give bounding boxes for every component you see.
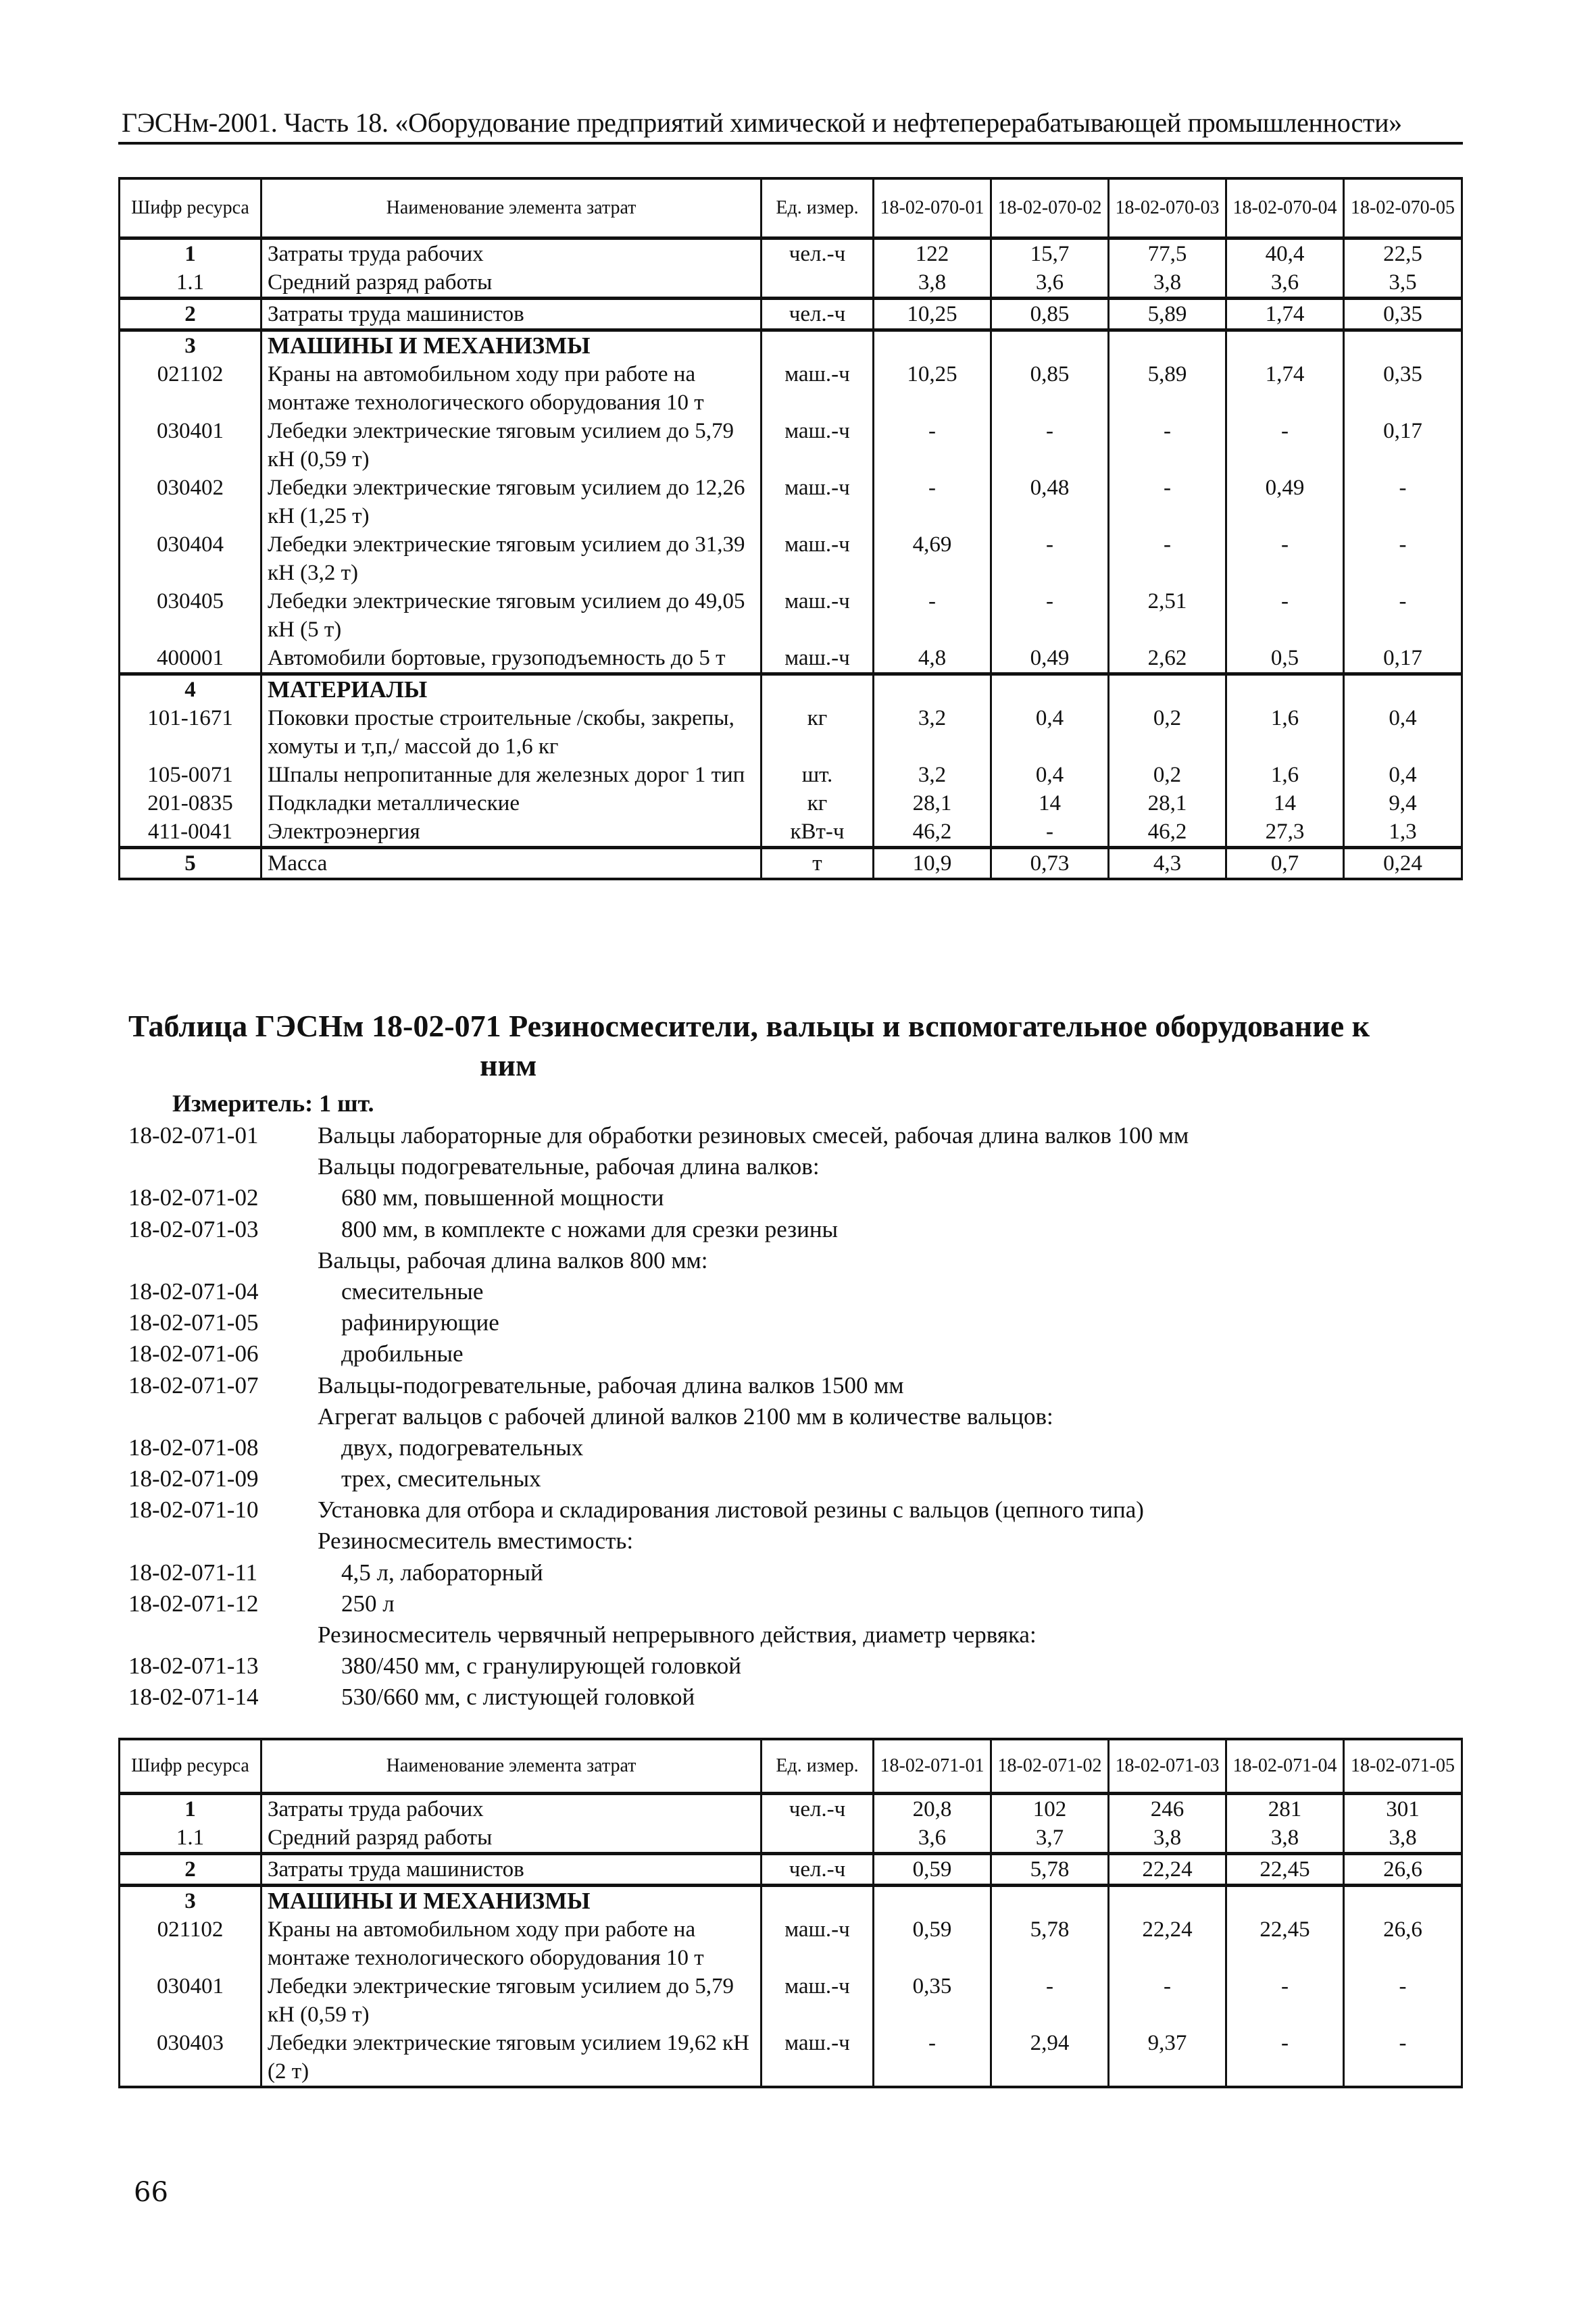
cell-value: 122 — [874, 238, 991, 268]
list-item: 18-02-071-08 двух, подогревательных — [128, 1434, 584, 1461]
list-item: 18-02-071-13 380/450 мм, с гранулирующей головкой — [128, 1653, 741, 1680]
list-item: 18-02-071-12 250 л — [128, 1590, 395, 1617]
cell-value: - — [1344, 530, 1462, 587]
list-item: 18-02-071-02 680 мм, повышенной мощности — [128, 1184, 664, 1211]
cell-cipher: 030405 — [120, 587, 261, 644]
table-row — [120, 530, 1462, 587]
cell-name: Краны на автомобильном ходу при работе на монтаже технологического оборудования 10 т — [261, 1915, 762, 1972]
cell-cipher: 3 — [120, 330, 261, 360]
cell-value: 2,62 — [1109, 644, 1226, 674]
cell-unit: кг — [762, 789, 874, 818]
col-header-code: 18-02-070-05 — [1344, 178, 1462, 238]
cell-cipher: 411-0041 — [120, 818, 261, 848]
cell-value: 3,2 — [874, 761, 991, 789]
cell-value: 1,3 — [1344, 818, 1462, 848]
cell-name: Средний разряд работы — [261, 1823, 762, 1854]
cell-value: 0,7 — [1226, 847, 1344, 879]
cell-cipher: 030403 — [120, 2029, 261, 2087]
cell-name: Лебедки электрические тяговым усилием до 5,79 кН (0,59 т) — [261, 417, 762, 474]
cell-value: 301 — [1344, 1793, 1462, 1823]
cell-value: 27,3 — [1226, 818, 1344, 848]
table-row — [120, 1853, 1462, 1885]
cell-name: Затраты труда машинистов — [261, 1853, 762, 1885]
cell-cipher: 021102 — [120, 360, 261, 417]
col-header-code: 18-02-070-04 — [1226, 178, 1344, 238]
cell-cipher: 030402 — [120, 474, 261, 530]
cell-cipher: 101-1671 — [120, 704, 261, 761]
cell-cipher: 1 — [120, 1793, 261, 1823]
list-item: Агрегат вальцов с рабочей длиной валков 2100 мм в количестве вальцов: — [318, 1403, 1053, 1430]
list-item: 18-02-071-06 дробильные — [128, 1340, 464, 1367]
cell-unit: маш.-ч — [762, 587, 874, 644]
col-header-cipher: Шифр ресурса — [120, 178, 261, 238]
cell-value: 4,3 — [1109, 847, 1226, 879]
cell-value: 0,4 — [991, 761, 1109, 789]
section-row — [120, 1885, 1462, 1915]
cell-cipher: 1.1 — [120, 268, 261, 299]
cell-value: 22,5 — [1344, 238, 1462, 268]
cell-cipher: 201-0835 — [120, 789, 261, 818]
cell-cipher: 030401 — [120, 417, 261, 474]
cell-value: 0,59 — [874, 1915, 991, 1972]
cell-value: - — [1109, 530, 1226, 587]
list-item: Вальцы, рабочая длина валков 800 мм: — [318, 1247, 708, 1274]
cell-value: 0,5 — [1226, 644, 1344, 674]
cell-value: 3,8 — [1226, 1823, 1344, 1854]
col-header-code: 18-02-071-05 — [1344, 1739, 1462, 1793]
cell-unit: маш.-ч — [762, 360, 874, 417]
cell-value: 0,2 — [1109, 761, 1226, 789]
unit-of-measure: Измеритель: 1 шт. — [172, 1090, 374, 1117]
list-item: 18-02-071-09 трех, смесительных — [128, 1465, 541, 1492]
cell-value: - — [1226, 2029, 1344, 2087]
cell-value: 3,6 — [1226, 268, 1344, 299]
section-heading: МАТЕРИАЛЫ — [261, 674, 762, 704]
cell-value: 22,45 — [1226, 1915, 1344, 1972]
section-row — [120, 330, 1462, 360]
cell-value: 15,7 — [991, 238, 1109, 268]
table-row — [120, 789, 1462, 818]
cell-value: 22,45 — [1226, 1853, 1344, 1885]
cell-value: 14 — [1226, 789, 1344, 818]
table-row — [120, 587, 1462, 644]
cell-name: Затраты труда рабочих — [261, 238, 762, 268]
cell-value: 40,4 — [1226, 238, 1344, 268]
cell-value: - — [1226, 1972, 1344, 2029]
table-row — [120, 1793, 1462, 1823]
list-item: 18-02-071-01 Вальцы лабораторные для обработки резиновых смесей, рабочая длина валков 100 мм — [128, 1122, 1189, 1149]
section-heading: МАШИНЫ И МЕХАНИЗМЫ — [261, 1885, 762, 1915]
cell-value: 0,49 — [1226, 474, 1344, 530]
cell-cipher: 5 — [120, 847, 261, 879]
cell-name: Электроэнергия — [261, 818, 762, 848]
cell-value: - — [991, 1972, 1109, 2029]
list-item: Вальцы подогревательные, рабочая длина валков: — [318, 1153, 820, 1180]
cell-value: 10,9 — [874, 847, 991, 879]
norm-items-list — [128, 1120, 1473, 1713]
cell-value: - — [991, 818, 1109, 848]
cell-value: 5,89 — [1109, 360, 1226, 417]
cell-name: Масса — [261, 847, 762, 879]
cell-value: 0,4 — [1344, 761, 1462, 789]
cell-value: 3,7 — [991, 1823, 1109, 1854]
col-header-name: Наименование элемента затрат — [261, 1739, 762, 1793]
cell-value: 2,94 — [991, 2029, 1109, 2087]
cell-value: 28,1 — [874, 789, 991, 818]
table-row — [120, 1915, 1462, 1972]
cell-cipher: 1.1 — [120, 1823, 261, 1854]
cell-value: 20,8 — [874, 1793, 991, 1823]
cell-value: 0,17 — [1344, 417, 1462, 474]
cell-value: 0,24 — [1344, 847, 1462, 879]
table-row — [120, 2029, 1462, 2087]
table-title — [128, 1007, 1473, 1085]
cell-value: 46,2 — [874, 818, 991, 848]
table-row — [120, 761, 1462, 789]
cell-name: Шпалы непропитанные для железных дорог 1 тип — [261, 761, 762, 789]
cell-value: - — [1226, 417, 1344, 474]
cell-value: 0,49 — [991, 644, 1109, 674]
cell-cipher: 2 — [120, 1853, 261, 1885]
list-item: 18-02-071-05 рафинирующие — [128, 1309, 499, 1336]
cell-value: 3,8 — [1109, 268, 1226, 299]
cell-value: 0,4 — [991, 704, 1109, 761]
cell-name: Краны на автомобильном ходу при работе на монтаже технологического оборудования 10 т — [261, 360, 762, 417]
cell-name: Затраты труда рабочих — [261, 1793, 762, 1823]
cell-name: Затраты труда машинистов — [261, 298, 762, 330]
running-header: ГЭСНм-2001. Часть 18. «Оборудование предприятий химической и нефтеперерабатывающей промышленности» — [122, 107, 1402, 138]
cell-value: - — [991, 417, 1109, 474]
cell-name: Средний разряд работы — [261, 268, 762, 299]
cell-name: Поковки простые строительные /скобы, закрепы, хомуты и т,п,/ массой до 1,6 кг — [261, 704, 762, 761]
cell-name: Автомобили бортовые, грузоподъемность до 5 т — [261, 644, 762, 674]
cell-unit — [762, 1823, 874, 1854]
list-item: 18-02-071-11 4,5 л, лабораторный — [128, 1559, 543, 1586]
cell-value: 1,74 — [1226, 298, 1344, 330]
cell-value: 4,69 — [874, 530, 991, 587]
cell-unit: т — [762, 847, 874, 879]
section-heading: МАШИНЫ И МЕХАНИЗМЫ — [261, 330, 762, 360]
col-header-code: 18-02-071-01 — [874, 1739, 991, 1793]
cell-unit — [762, 268, 874, 299]
col-header-unit: Ед. измер. — [762, 178, 874, 238]
cell-unit: маш.-ч — [762, 644, 874, 674]
resource-table-18-02-071 — [118, 1738, 1463, 2088]
cell-value: - — [1344, 2029, 1462, 2087]
table-row — [120, 847, 1462, 879]
cell-value: 0,17 — [1344, 644, 1462, 674]
cell-value: 102 — [991, 1793, 1109, 1823]
col-header-unit: Ед. измер. — [762, 1739, 874, 1793]
cell-value: - — [1344, 1972, 1462, 2029]
cell-unit: чел.-ч — [762, 238, 874, 268]
cell-name: Подкладки металлические — [261, 789, 762, 818]
cell-value: 1,6 — [1226, 704, 1344, 761]
cell-value: 0,48 — [991, 474, 1109, 530]
list-item: 18-02-071-14 530/660 мм, с листующей головкой — [128, 1684, 695, 1711]
cell-value: 2,51 — [1109, 587, 1226, 644]
page-number: 66 — [134, 2177, 168, 2208]
cell-value: - — [874, 417, 991, 474]
table-row — [120, 360, 1462, 417]
cell-unit: маш.-ч — [762, 1915, 874, 1972]
list-item: Резиносмеситель червячный непрерывного действия, диаметр червяка: — [318, 1621, 1037, 1648]
cell-name: Лебедки электрические тяговым усилием 19,62 кН (2 т) — [261, 2029, 762, 2087]
cell-value: 3,6 — [874, 1823, 991, 1854]
cell-cipher: 400001 — [120, 644, 261, 674]
list-item: 18-02-071-07 Вальцы-подогревательные, рабочая длина валков 1500 мм — [128, 1372, 904, 1399]
header-rule — [118, 142, 1463, 145]
cell-value: 5,78 — [991, 1915, 1109, 1972]
cell-unit: маш.-ч — [762, 1972, 874, 2029]
table-row — [120, 818, 1462, 848]
table-row — [120, 474, 1462, 530]
table-row — [120, 644, 1462, 674]
cell-unit: маш.-ч — [762, 2029, 874, 2087]
cell-value: 9,37 — [1109, 2029, 1226, 2087]
cell-value: 46,2 — [1109, 818, 1226, 848]
table-row — [120, 298, 1462, 330]
cell-value: 5,78 — [991, 1853, 1109, 1885]
col-header-name: Наименование элемента затрат — [261, 178, 762, 238]
table-row — [120, 1972, 1462, 2029]
cell-value: 26,6 — [1344, 1915, 1462, 1972]
cell-value: 3,6 — [991, 268, 1109, 299]
cell-value: 22,24 — [1109, 1915, 1226, 1972]
table-row — [120, 238, 1462, 268]
cell-value: - — [1226, 530, 1344, 587]
cell-name: Лебедки электрические тяговым усилием до 12,26 кН (1,25 т) — [261, 474, 762, 530]
cell-cipher: 3 — [120, 1885, 261, 1915]
cell-unit: шт. — [762, 761, 874, 789]
cell-value: - — [1109, 1972, 1226, 2029]
cell-value: 3,2 — [874, 704, 991, 761]
cell-cipher: 2 — [120, 298, 261, 330]
cell-cipher: 030401 — [120, 1972, 261, 2029]
cell-unit: кВт-ч — [762, 818, 874, 848]
cell-value: - — [874, 587, 991, 644]
table-title-line1: Таблица ГЭСНм 18-02-071 Резиносмесители, вальцы и вспомогательное оборудование к — [128, 1009, 1370, 1043]
list-item: 18-02-071-04 смесительные — [128, 1278, 484, 1305]
cell-cipher: 105-0071 — [120, 761, 261, 789]
cell-unit: маш.-ч — [762, 530, 874, 587]
cell-value: 10,25 — [874, 298, 991, 330]
cell-cipher: 4 — [120, 674, 261, 704]
cell-name: Лебедки электрические тяговым усилием до 31,39 кН (3,2 т) — [261, 530, 762, 587]
cell-value: - — [1226, 587, 1344, 644]
cell-value: - — [991, 587, 1109, 644]
cell-value: 14 — [991, 789, 1109, 818]
cell-value: 1,74 — [1226, 360, 1344, 417]
cell-value: - — [874, 2029, 991, 2087]
cell-value: 0,73 — [991, 847, 1109, 879]
cell-value: - — [1109, 417, 1226, 474]
cell-value: - — [874, 474, 991, 530]
cell-value: - — [1109, 474, 1226, 530]
cell-value: 5,89 — [1109, 298, 1226, 330]
cell-value: 10,25 — [874, 360, 991, 417]
cell-value: 0,35 — [874, 1972, 991, 2029]
cell-unit: кг — [762, 704, 874, 761]
cell-unit: чел.-ч — [762, 1853, 874, 1885]
col-header-code: 18-02-070-03 — [1109, 178, 1226, 238]
cell-unit: маш.-ч — [762, 417, 874, 474]
cell-value: 1,6 — [1226, 761, 1344, 789]
section-row — [120, 674, 1462, 704]
cell-value: 0,85 — [991, 298, 1109, 330]
col-header-code: 18-02-071-04 — [1226, 1739, 1344, 1793]
col-header-code: 18-02-070-02 — [991, 178, 1109, 238]
cell-value: 28,1 — [1109, 789, 1226, 818]
table-row — [120, 704, 1462, 761]
cell-value: 246 — [1109, 1793, 1226, 1823]
cell-value: 4,8 — [874, 644, 991, 674]
col-header-code: 18-02-071-02 — [991, 1739, 1109, 1793]
cell-value: 22,24 — [1109, 1853, 1226, 1885]
table-row — [120, 1823, 1462, 1854]
table-title-line2: ним — [480, 1048, 537, 1082]
table-row — [120, 417, 1462, 474]
cell-name: Лебедки электрические тяговым усилием до 49,05 кН (5 т) — [261, 587, 762, 644]
col-header-code: 18-02-070-01 — [874, 178, 991, 238]
resource-table-18-02-070 — [118, 177, 1463, 880]
cell-value: 0,35 — [1344, 298, 1462, 330]
cell-value: 3,8 — [874, 268, 991, 299]
cell-value: - — [1344, 587, 1462, 644]
cell-value: 3,5 — [1344, 268, 1462, 299]
cell-unit: чел.-ч — [762, 298, 874, 330]
cell-value: 0,2 — [1109, 704, 1226, 761]
cell-name: Лебедки электрические тяговым усилием до 5,79 кН (0,59 т) — [261, 1972, 762, 2029]
cell-value: 3,8 — [1109, 1823, 1226, 1854]
cell-value: 9,4 — [1344, 789, 1462, 818]
cell-value: 26,6 — [1344, 1853, 1462, 1885]
cell-cipher: 021102 — [120, 1915, 261, 1972]
cell-value: 0,4 — [1344, 704, 1462, 761]
cell-value: - — [991, 530, 1109, 587]
col-header-code: 18-02-071-03 — [1109, 1739, 1226, 1793]
cell-cipher: 1 — [120, 238, 261, 268]
cell-value: 77,5 — [1109, 238, 1226, 268]
cell-value: - — [1344, 474, 1462, 530]
cell-cipher: 030404 — [120, 530, 261, 587]
cell-unit: чел.-ч — [762, 1793, 874, 1823]
list-item: 18-02-071-03 800 мм, в комплекте с ножами для срезки резины — [128, 1215, 839, 1242]
cell-value: 0,59 — [874, 1853, 991, 1885]
cell-value: 0,35 — [1344, 360, 1462, 417]
cell-unit: маш.-ч — [762, 474, 874, 530]
list-item: Резиносмеситель вместимость: — [318, 1528, 634, 1555]
list-item: 18-02-071-10 Установка для отбора и складирования листовой резины с вальцов (цепного типа) — [128, 1496, 1144, 1524]
cell-value: 0,85 — [991, 360, 1109, 417]
cell-value: 281 — [1226, 1793, 1344, 1823]
cell-value: 3,8 — [1344, 1823, 1462, 1854]
col-header-cipher: Шифр ресурса — [120, 1739, 261, 1793]
table-row — [120, 268, 1462, 299]
